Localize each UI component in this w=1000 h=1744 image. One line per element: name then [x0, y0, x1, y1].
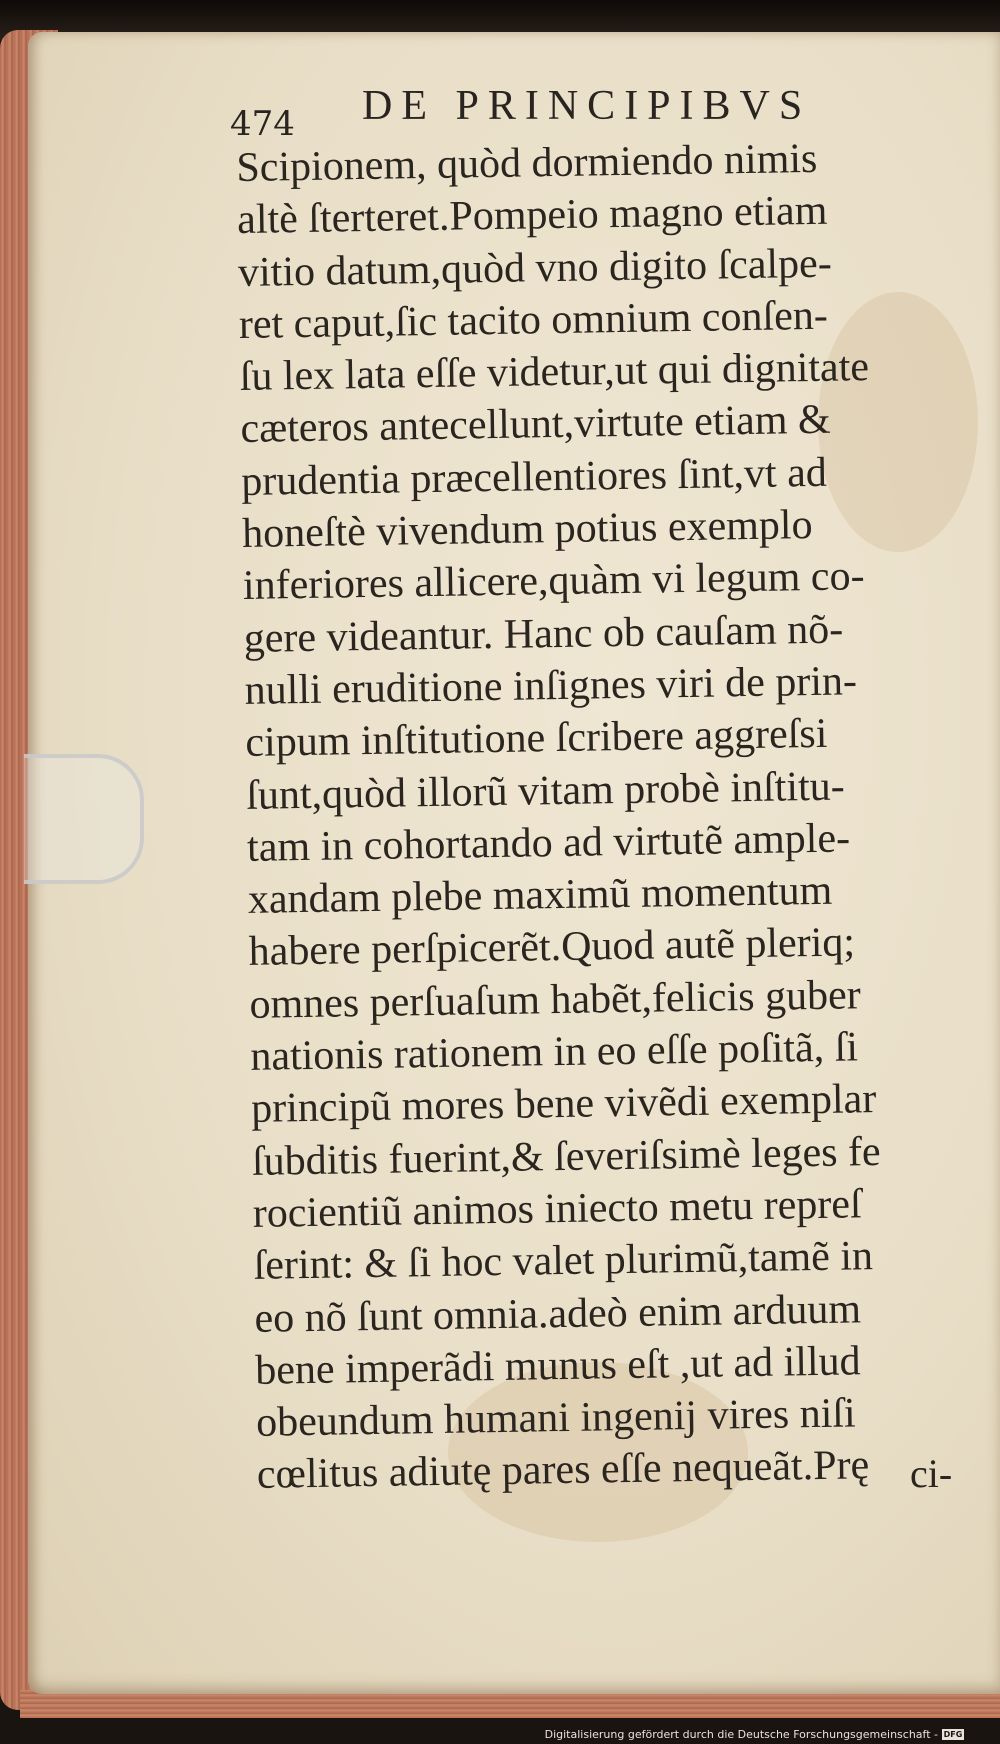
text-line: ſunt,quòd illorũ vitam probè inſtitu-	[245, 763, 846, 819]
text-line: nulli eruditione inſignes viri de prin-	[244, 658, 858, 714]
text-line: vitio datum,quòd vno digito ſcalpe-	[237, 240, 833, 296]
text-line: ſubditis fuerint,& ſeveriſsimè leges fe	[251, 1128, 881, 1185]
text-line: habere perſpicerẽt.Quod autẽ pleriq;	[248, 919, 856, 976]
text-line: eo nõ ſunt omnia.adeò enim arduum	[254, 1285, 862, 1342]
text-line: obeundum humani ingenij vires niſi	[255, 1390, 857, 1446]
text-line: omnes perſuaſum habẽt,felicis guber	[249, 972, 861, 1028]
credit-text: Digitalisierung gefördert durch die Deutsche Forschungsgemeinschaft -	[544, 1728, 938, 1741]
running-head: DE PRINCIPIBVS	[362, 83, 812, 129]
text-line: inferiores allicere,quàm vi legum co-	[242, 553, 865, 610]
body-text	[236, 131, 977, 1502]
text-line: principũ mores bene vivẽdi exemplar	[250, 1076, 877, 1133]
text-line: ſerint: & ſi hoc valet plurimũ,tamẽ in	[253, 1233, 874, 1290]
text-line: bene imperãdi munus eſt ,ut ad illud	[254, 1338, 861, 1394]
text-line: honeſtè vivendum potius exemplo	[241, 502, 813, 558]
catchword: ci-	[910, 1451, 953, 1496]
page-clip-bookmark	[24, 754, 144, 884]
book-bottom-edge	[20, 1690, 1000, 1718]
text-line: rocientiũ animos iniecto metu repreſ	[252, 1181, 862, 1237]
text-line: xandam plebe maximũ momentum	[247, 867, 833, 924]
text-line: altè ſterteret.Pompeio magno etiam	[236, 188, 828, 244]
text-line: cipum inſtitutione ſcribere aggreſsi	[245, 711, 828, 767]
text-line: ret caput,ſic tacito omnium conſen-	[238, 292, 829, 348]
text-line: tam in cohortando ad virtutẽ ample-	[246, 815, 851, 871]
text-line: cœlitus adiutę pares eſſe nequeãt.Prę	[256, 1442, 870, 1499]
text-line: cæteros antecellunt,virtute etiam &	[240, 397, 831, 453]
text-line: nationis rationem in eo eſſe poſitã, ſi	[250, 1024, 859, 1080]
dfg-logo-icon: DFG	[943, 1730, 963, 1739]
text-line: ſu lex lata eſſe videtur,ut qui dignitate	[239, 344, 870, 401]
digitization-credit	[545, 1728, 964, 1741]
page-number: 474	[230, 104, 295, 144]
text-line: Scipionem, quòd dormiendo nimis	[236, 135, 818, 191]
text-line: prudentia præcellentiores ſint,vt ad	[240, 449, 828, 505]
text-line: gere videantur. Hanc ob cauſam nõ-	[243, 606, 844, 662]
